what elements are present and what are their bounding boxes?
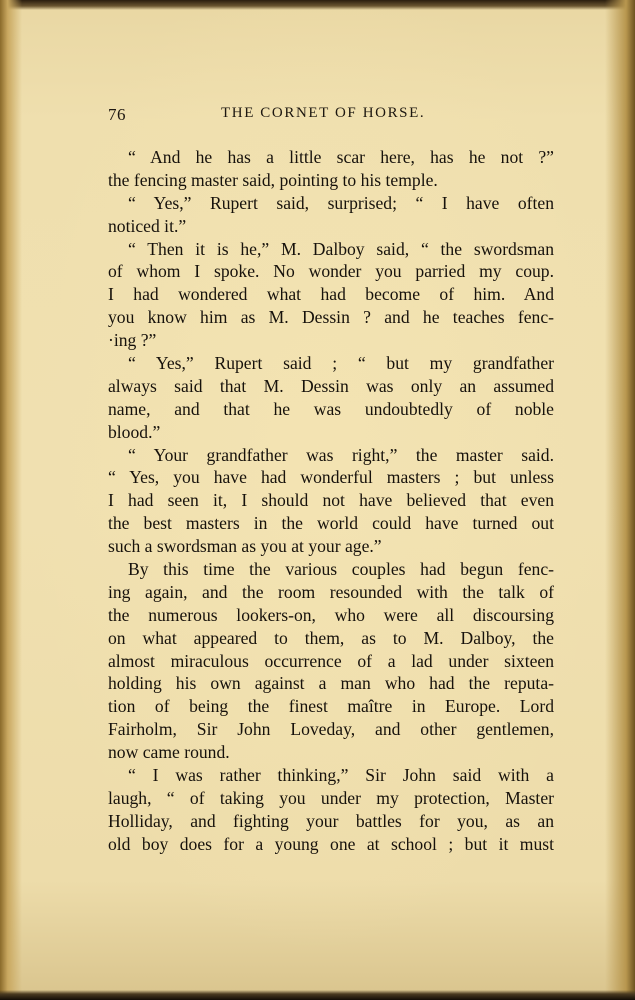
text-line: always said that M. Dessin was only an assumed	[108, 375, 554, 396]
text-line: I had wondered what had become of him. And	[108, 284, 554, 305]
text-line: ing again, and the room resounded with the talk of	[108, 581, 554, 602]
text-line: on what appeared to them, as to M. Dalboy, the	[108, 627, 554, 648]
page-left-margin-shadow	[0, 0, 22, 1000]
text-line: you know him as M. Dessin ? and he teaches fenc-	[108, 307, 554, 328]
running-head	[108, 105, 538, 129]
text-line: I had seen it, I should not have believed that even	[108, 490, 554, 511]
text-line: By this time the various couples had begun fenc-	[128, 559, 554, 580]
text-line: “ Yes, you have had wonderful masters ; but unless	[108, 467, 554, 488]
body-text	[108, 146, 554, 856]
text-line: Holliday, and fighting your battles for you, as an	[108, 810, 554, 831]
text-line: now came round.	[108, 742, 230, 763]
text-line: holding his own against a man who had the reputa-	[108, 673, 554, 694]
text-line: blood.”	[108, 421, 161, 442]
text-line: “ Then it is he,” M. Dalboy said, “ the swordsman	[128, 238, 554, 259]
text-line: laugh, “ of taking you under my protection, Master	[108, 787, 554, 808]
text-line: of whom I spoke. No wonder you parried my coup.	[108, 261, 554, 282]
text-line: the numerous lookers-on, who were all discoursing	[108, 604, 554, 625]
text-line: “ Your grandfather was right,” the master said.	[128, 444, 554, 465]
page-number: 76	[108, 105, 126, 124]
text-line: almost miraculous occurrence of a lad under sixteen	[108, 650, 554, 671]
text-line: “ Yes,” Rupert said, surprised; “ I have often	[128, 192, 554, 213]
text-line: the fencing master said, pointing to his temple.	[108, 169, 438, 190]
scan-top-edge	[0, 0, 635, 10]
page-right-margin-shadow	[605, 0, 635, 1000]
text-line: tion of being the finest maître in Europe. Lord	[108, 696, 554, 717]
text-line: “ Yes,” Rupert said ; “ but my grandfather	[128, 353, 554, 374]
text-line: Fairholm, Sir John Loveday, and other gentlemen,	[108, 719, 554, 740]
text-line: old boy does for a young one at school ; but it must	[108, 833, 554, 854]
text-line: ·ing ?”	[108, 330, 157, 351]
text-line: “ And he has a little scar here, has he not ?”	[128, 147, 554, 167]
text-line: noticed it.”	[108, 215, 187, 236]
running-title: THE CORNET OF HORSE.	[221, 105, 426, 121]
scan-bottom-edge	[0, 990, 635, 1000]
text-line: the best masters in the world could have turned out	[108, 513, 554, 534]
text-line: such a swordsman as you at your age.”	[108, 536, 382, 557]
text-line: “ I was rather thinking,” Sir John said with a	[128, 765, 554, 786]
text-line: name, and that he was undoubtedly of noble	[108, 398, 554, 419]
